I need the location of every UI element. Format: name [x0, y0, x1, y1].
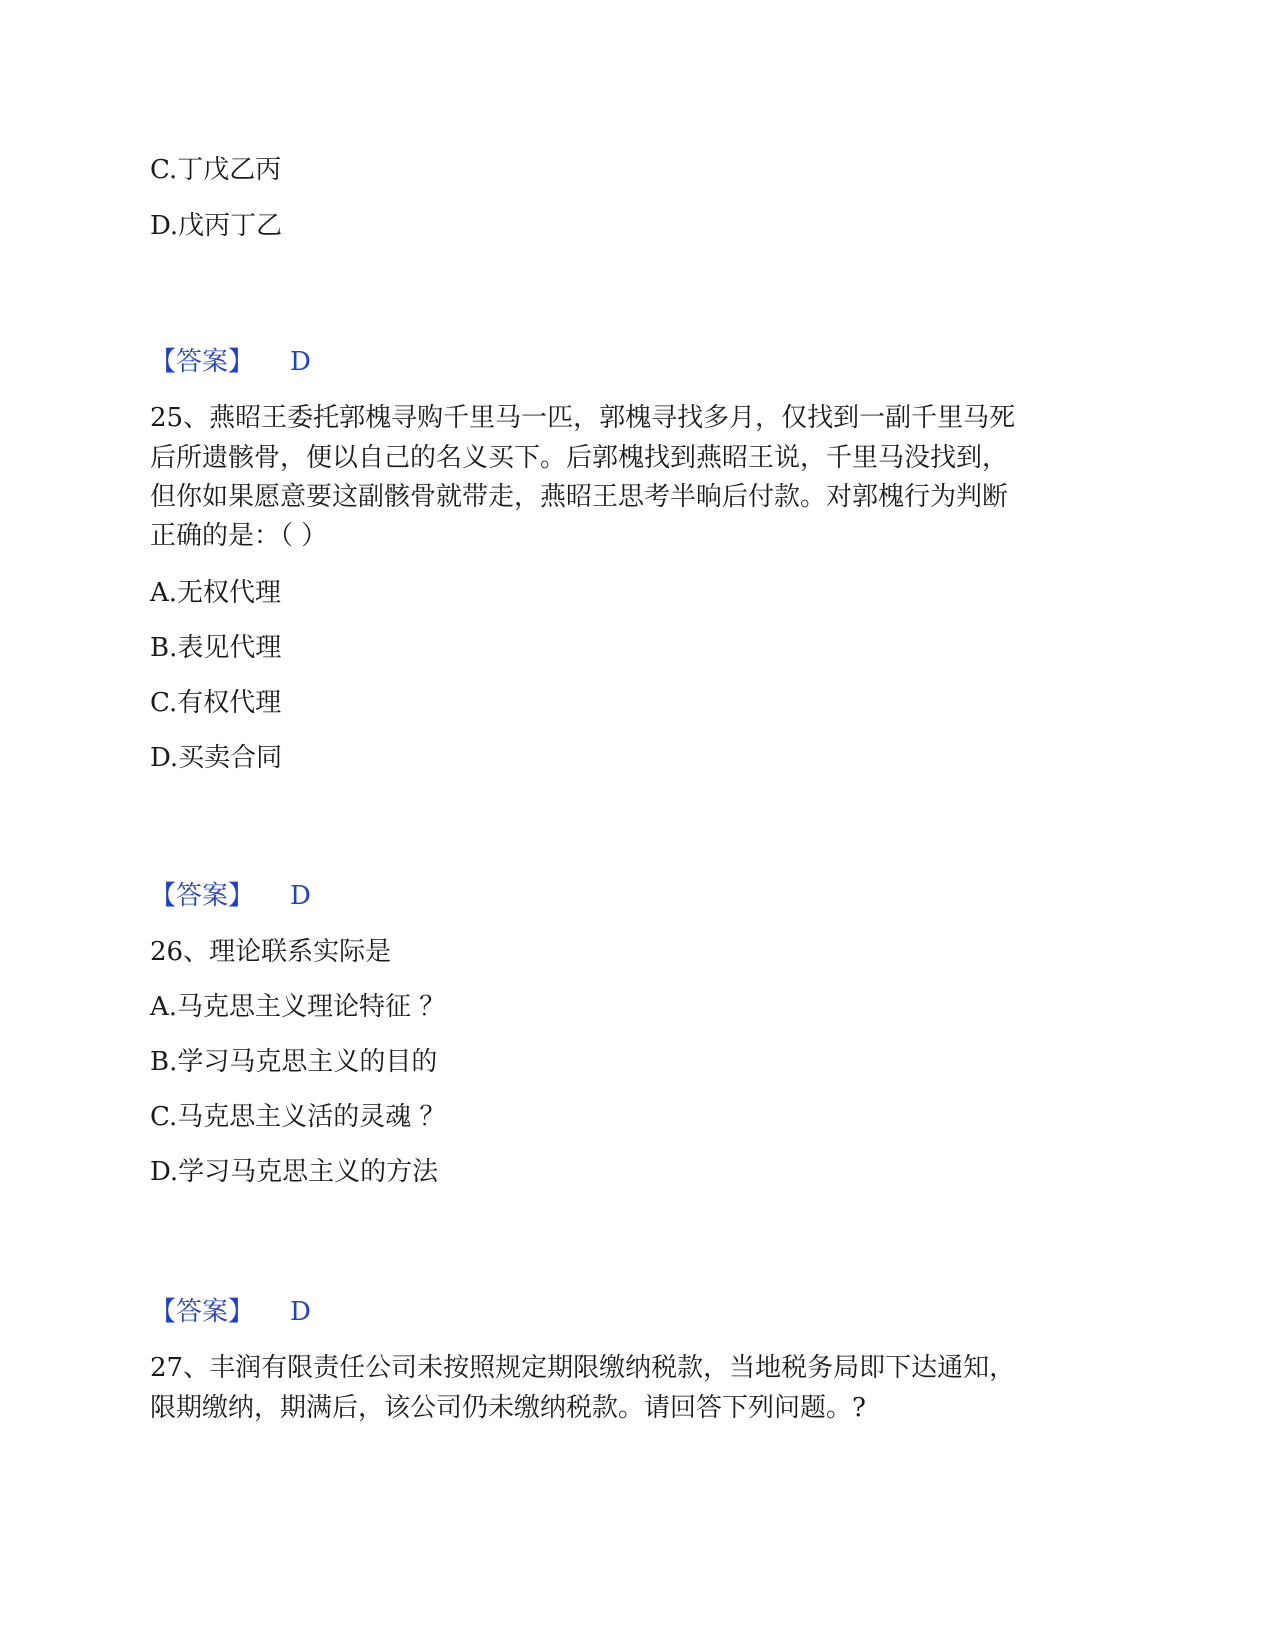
question-text: 25、燕昭王委托郭槐寻购千里马一匹，郭槐寻找多月，仅找到一副千里马死 [150, 403, 1016, 433]
question-text: 27、丰润有限责任公司未按照规定期限缴纳税款，当地税务局即下达通知， [150, 1353, 1016, 1383]
option-d: D.戊丙丁乙 [150, 211, 283, 241]
option-d: D.买卖合同 [150, 743, 283, 773]
answer-tag: 【答案】 [150, 347, 255, 377]
answer-row [150, 342, 311, 382]
answer-value: D [290, 1297, 311, 1327]
answer-value: D [290, 347, 311, 377]
answer-value: D [290, 881, 311, 911]
answer-tag: 【答案】 [150, 1297, 255, 1327]
question-text: 限期缴纳，期满后，该公司仍未缴纳税款。请回答下列问题。? [150, 1393, 866, 1423]
answer-row [150, 1292, 311, 1332]
option-b: B.学习马克思主义的目的 [150, 1047, 438, 1077]
option-c: C.丁戊乙丙 [150, 155, 282, 185]
answer-row [150, 876, 311, 916]
question-text: 但你如果愿意要这副骸骨就带走，燕昭王思考半晌后付款。对郭槐行为判断 [150, 482, 1009, 512]
question-text: 26、理论联系实际是 [150, 937, 392, 967]
option-c: C.马克思主义活的灵魂 ？ [150, 1102, 446, 1132]
question-text: 后所遗骸骨，便以自己的名义买下。后郭槐找到燕昭王说，千里马没找到， [150, 443, 1009, 473]
option-d: D.学习马克思主义的方法 [150, 1157, 439, 1187]
option-a: A.无权代理 [150, 578, 282, 608]
option-c: C.有权代理 [150, 688, 282, 718]
answer-tag: 【答案】 [150, 881, 255, 911]
question-text: 正确的是：（ ） [150, 521, 328, 551]
option-a: A.马克思主义理论特征 ？ [150, 992, 446, 1022]
option-b: B.表见代理 [150, 633, 282, 663]
